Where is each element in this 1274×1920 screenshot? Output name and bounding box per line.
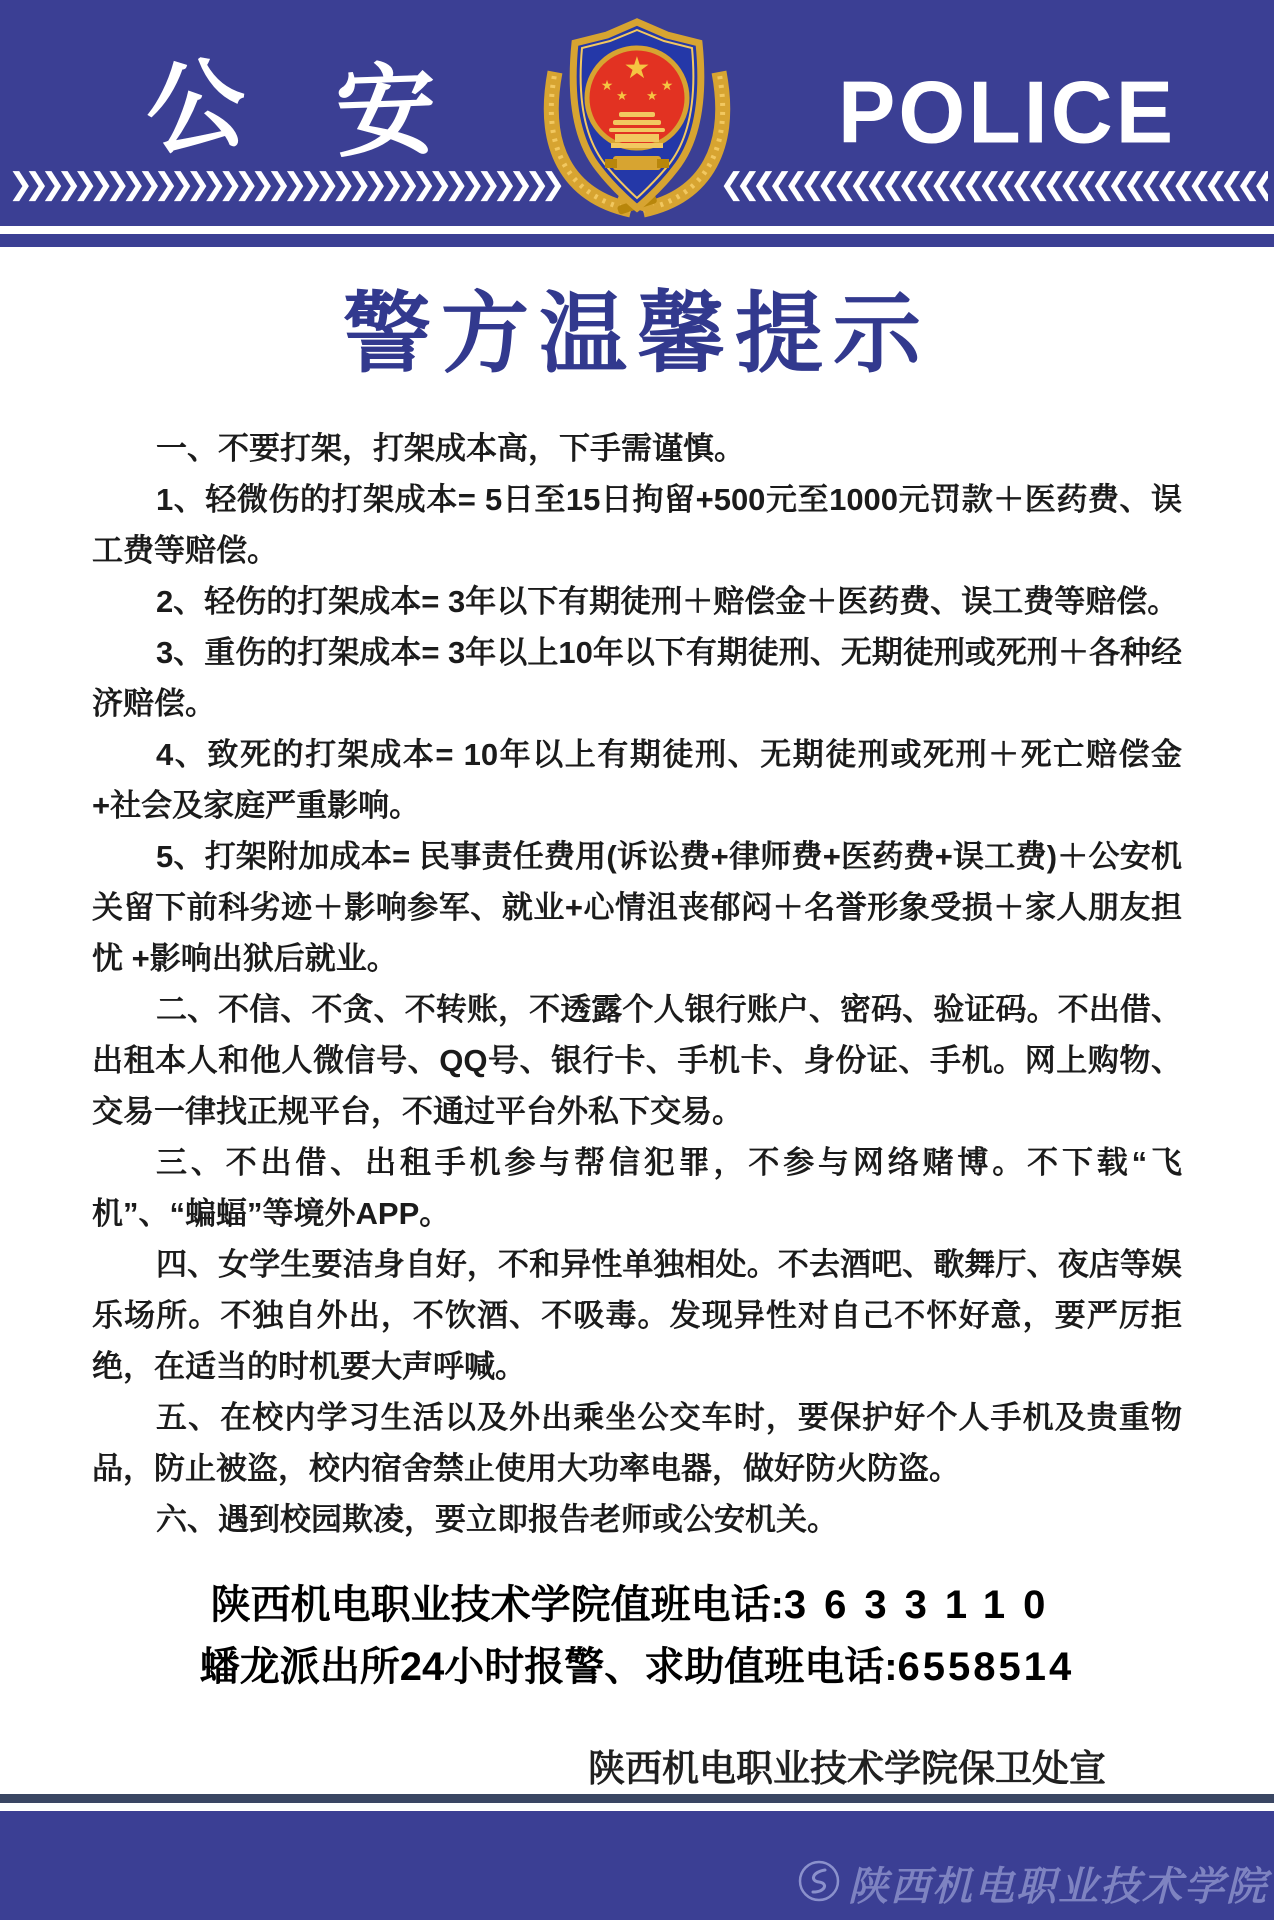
footer-band	[0, 1811, 1274, 1920]
header-band	[0, 0, 1274, 226]
notice-paragraph: 3、重伤的打架成本= 3年以上10年以下有期徒刑、无期徒刑或死刑＋各种经济赔偿。	[92, 635, 1182, 721]
duty-phone-line	[0, 1574, 1274, 1636]
duty-phone-label: 陕西机电职业技术学院值班电话:	[210, 1583, 784, 1627]
duty-phone-number: 3633110	[783, 1583, 1064, 1627]
police-station-phone-label: 蟠龙派出所24小时报警、求助值班电话:	[199, 1645, 898, 1689]
police-station-phone-number: 6558514	[897, 1645, 1075, 1689]
header-divider-stripe	[0, 234, 1274, 247]
notice-paragraph: 四、女学生要洁身自好，不和异性单独相处。不去酒吧、歌舞厅、夜店等娱乐场所。不独自外出，不饮酒、不吸毒。发现异性对自己不怀好意，要严厉拒绝，在适当的时机要大声呼喊。	[92, 1247, 1182, 1384]
svg-text:★: ★	[660, 77, 674, 93]
svg-text:★: ★	[616, 88, 628, 103]
notice-paragraph: 一、不要打架，打架成本高，下手需谨慎。	[156, 431, 745, 466]
header-left-title-char-2: 安	[334, 54, 438, 170]
notice-paragraph: 4、致死的打架成本= 10年以上有期徒刑、无期徒刑或死刑＋死亡赔偿金+社会及家庭严重影响。	[92, 737, 1182, 823]
svg-text:★: ★	[623, 52, 651, 85]
school-seal-logo-icon	[796, 1858, 842, 1909]
page-title: 警方温馨提示	[342, 284, 931, 383]
chevron-left-arrows-icon: ❮❮❮❮❮❮❮❮❮❮❮❮❮❮❮❮❮❮❮❮❮❮❮❮❮❮❮❮❮❮❮❮❮❮	[719, 168, 1268, 201]
notice-paragraph: 1、轻微伤的打架成本= 5日至15日拘留+500元至1000元罚款＋医药费、误工费等赔偿。	[92, 482, 1182, 568]
footer-divider-stripe	[0, 1794, 1274, 1803]
police-station-phone-line	[0, 1636, 1274, 1698]
notice-paragraph: 三、不出借、出租手机参与帮信犯罪，不参与网络赌博。不下载“飞机”、“蝙蝠”等境外APP。	[92, 1145, 1182, 1231]
notice-body	[92, 423, 1182, 1545]
school-watermark	[796, 1855, 1268, 1912]
header-left-title-char-1: 公	[139, 46, 253, 170]
school-watermark-text: 陕西机电职业技术学院	[848, 1863, 1268, 1910]
chevron-right-arrows-icon: ❯❯❯❯❯❯❯❯❯❯❯❯❯❯❯❯❯❯❯❯❯❯❯❯❯❯❯❯❯❯❯❯❯❯	[8, 168, 557, 201]
notice-paragraph: 六、遇到校园欺凌，要立即报告老师或公安机关。	[156, 1502, 838, 1537]
notice-paragraph: 2、轻伤的打架成本= 3年以下有期徒刑＋赔偿金＋医药费、误工费等赔偿。	[156, 584, 1179, 619]
header-right-title: POLICE	[838, 64, 1177, 162]
svg-text:★: ★	[600, 77, 614, 93]
notice-paragraph: 二、不信、不贪、不转账，不透露个人银行账户、密码、验证码。不出借、出租本人和他人微信号、QQ号、银行卡、手机卡、身份证、手机。网上购物、交易一律找正规平台，不通过平台外私下交易。	[92, 992, 1182, 1129]
notice-paragraph: 五、在校内学习生活以及外出乘坐公交车时，要保护好个人手机及贵重物品，防止被盗，校内宿舍禁止使用大功率电器，做好防火防盗。	[92, 1400, 1182, 1486]
notice-paragraph: 5、打架附加成本= 民事责任费用(诉讼费+律师费+医药费+误工费)＋公安机关留下前科劣迹＋影响参军、就业+心情沮丧郁闷＋名誉形象受损＋家人朋友担忧 +影响出狱后就业。	[92, 839, 1182, 976]
contact-block	[0, 1574, 1274, 1698]
svg-text:★: ★	[646, 88, 658, 103]
attribution-line: 陕西机电职业技术学院保卫处宣	[588, 1748, 1106, 1789]
